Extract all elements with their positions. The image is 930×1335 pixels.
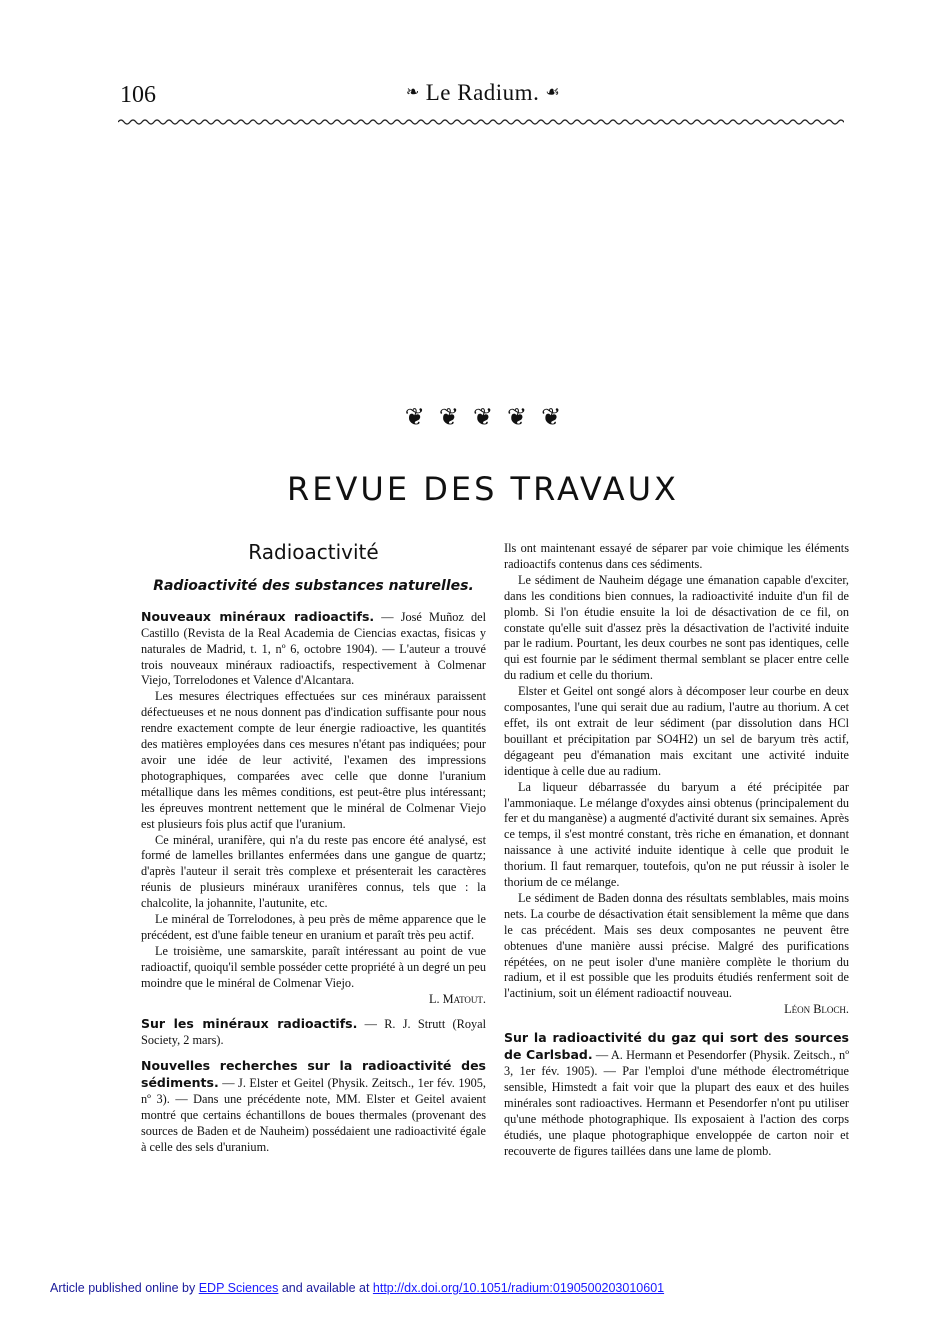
article xyxy=(141,1016,486,1049)
paragraph: Les mesures électriques effectuées sur ces minéraux paraissent défectueuses et ne nous donnent pas d'indication suffisante pour nous rendre exactement compte de leur énergie radioactive, les quantités des matières employées dans ces mesures n'étant pas indiquées; pour avoir une idée de leur activité, l'examen des impressions photographiques, comparées avec celle que donne l'uranium métallique dans les mêmes conditions, est peut-être plus intéressant; les épreuves montrent nettement que le minéral de Colmenar Viejo est plusieurs fois plus actif que l'uranium. xyxy=(141,689,486,831)
fleuron-ornaments xyxy=(380,403,600,432)
journal-title: Le Radium. xyxy=(425,80,540,105)
paragraph: La liqueur débarrassée du baryum a été précipitée par l'ammoniaque. Le mélange d'oxydes ainsi obtenus (principalement du fer et du manganèse) a augmenté d'activité durant six semaines. Après ce temps, il s'est montré constant, très riche en émanation, et donnant naissance à une activité induite identique à celle que produit le thorium. Il faut remarquer, toutefois, qu'on ne put réussir à isoler le thorium de ce mélange. xyxy=(504,779,849,890)
fleuron-icon: ❦ xyxy=(404,405,439,431)
article-body: — J. Elster et Geitel (Physik. Zeitsch., 1er fév. 1905, nº 3). — Dans une précédente note, MM. Elster et Geitel avaient montré que certains échantillons de boues thermales (provenant des sources de Baden et de Nauheim) possédaient une radioactivité égale à celle des sels d'uranium. xyxy=(141,1076,486,1154)
section-title: Radioactivité xyxy=(248,540,379,564)
footer-notice xyxy=(50,1281,664,1295)
paragraph: Le troisième, une samarskite, paraît intéressant au point de vue radioactif, quoiqu'il semble posséder cette propriété à un degré un peu moindre que le minéral de Colmenar Viejo. xyxy=(141,943,486,990)
right-ornament-icon: ☙ xyxy=(545,84,561,101)
article-heading: Sur les minéraux radioactifs. xyxy=(141,1016,358,1032)
article xyxy=(504,1030,849,1159)
paragraph: Le sédiment de Baden donna des résultats semblables, mais moins nets. La courbe de désactivation était sensiblement la même que dans le cas précédent. Mais ses deux composantes ne peuvent être obtenues d'une manière aussi précise. Malgré des purifications répétées, on ne peut isoler d'une manière complète le thorium du radium, et il est possible que les produits étudiés renferment soit de l'actinium, soit un élément radioactif nouveau. xyxy=(504,890,849,1001)
left-column xyxy=(141,540,486,1156)
article-heading: Nouvelles recherches sur la radioactivité des sédiments. xyxy=(141,1058,486,1091)
publisher-link[interactable]: EDP Sciences xyxy=(198,1281,279,1295)
article-body: — A. Hermann et Pesendorfer (Physik. Zeitsch., nº 3, 1er fév. 1905). — Par l'emploi d'une méthode électrométrique sensible, Himstedt a fait voir que la plupart des eaux et des huiles minérales sont radioactives. Hermann et Pesendorfer n'ont pu utiliser qu'une méthode photographique. Ils exposaient à l'action des corps étudiés, une plaque photographique enveloppée de carton noir et recouverte de figures taillées dans une lame de plomb. xyxy=(504,1048,850,1158)
wavy-rule xyxy=(118,117,844,127)
article-heading: Sur la radioactivité du gaz qui sort des sources de Carlsbad. xyxy=(504,1030,849,1063)
page-number: 106 xyxy=(120,82,156,108)
signature: Léon Bloch. xyxy=(784,1002,849,1017)
article-body: — José Muñoz del Castillo (Revista de la Real Academia de Ciencias exactas, fisicas y naturales de Madrid, t. 1, nº 6, octobre 1904). — L'auteur a trouvé trois nouveaux minéraux radioactifs, respectivement à Colmenar Viejo, Torrelodones et Valence d'Alcantara. xyxy=(141,609,486,688)
paragraph: Le sédiment de Nauheim dégage une émanation capable d'exciter, dans les conditions bien connues, la radioactivité induite d'un fil de plomb. Si l'on étudie ensuite la loi de désactivation de ce fil, on constate qu'elle suit d'assez près la désactivation de l'activité induite par le radium. Pourtant, les deux courbes ne sont pas identiques, celle qui est fournie par le sédiment thermal semblant se placer entre celle du radium et celle du thorium. xyxy=(504,572,849,683)
fleuron-icon: ❦ xyxy=(438,405,473,431)
right-column xyxy=(504,541,849,1159)
doi-link[interactable]: http://dx.doi.org/10.1051/radium:0190500203010601 xyxy=(372,1281,665,1295)
paragraph: Le minéral de Torrelodones, à peu près de même apparence que le précédent, est d'une faible teneur en uranium et paraît très peu actif. xyxy=(141,912,486,942)
running-header xyxy=(368,80,598,106)
article xyxy=(141,1058,486,1155)
paragraph: Ils ont maintenant essayé de séparer par voie chimique les éléments radioactifs contenus dans ces sédiments. xyxy=(504,541,849,571)
footer-prefix: Article published online by xyxy=(50,1281,199,1295)
fleuron-icon: ❦ xyxy=(507,405,542,431)
article-body: — R. J. Strutt (Royal Society, 2 mars). xyxy=(141,1017,486,1048)
article-heading: Nouveaux minéraux radioactifs. xyxy=(141,608,375,624)
left-ornament-icon: ❧ xyxy=(405,84,420,101)
footer-middle: and available at xyxy=(278,1281,373,1295)
article xyxy=(141,609,486,690)
main-title: REVUE DES TRAVAUX xyxy=(287,470,679,508)
paragraph: Elster et Geitel ont songé alors à décomposer leur courbe en deux composantes, l'une qui serait due au radium, l'autre au thorium. A cet effet, ils ont extrait de leur sédiment (par dissolution dans HCl bouillant et précipitation par SO4H2) un sel de baryum très actif, dégageant peu d'émanation mais excitant une activité induite identique à celle due au radium. xyxy=(504,684,849,778)
subsection-title: Radioactivité des substances naturelles. xyxy=(153,577,474,594)
paragraph: Ce minéral, uranifère, qui n'a du reste pas encore été analysé, est formé de lamelles brillantes enfermées dans une gangue de quartz; d'après l'auteur il serait très complexe et présenterait les caractères réunis de plusieurs minéraux uranifères connus, tels que : la chalcolite, la johannite, l'autunite, etc. xyxy=(141,832,486,911)
fleuron-icon: ❦ xyxy=(472,405,508,431)
signature: L. Matout. xyxy=(428,991,486,1006)
fleuron-icon: ❦ xyxy=(541,405,576,431)
